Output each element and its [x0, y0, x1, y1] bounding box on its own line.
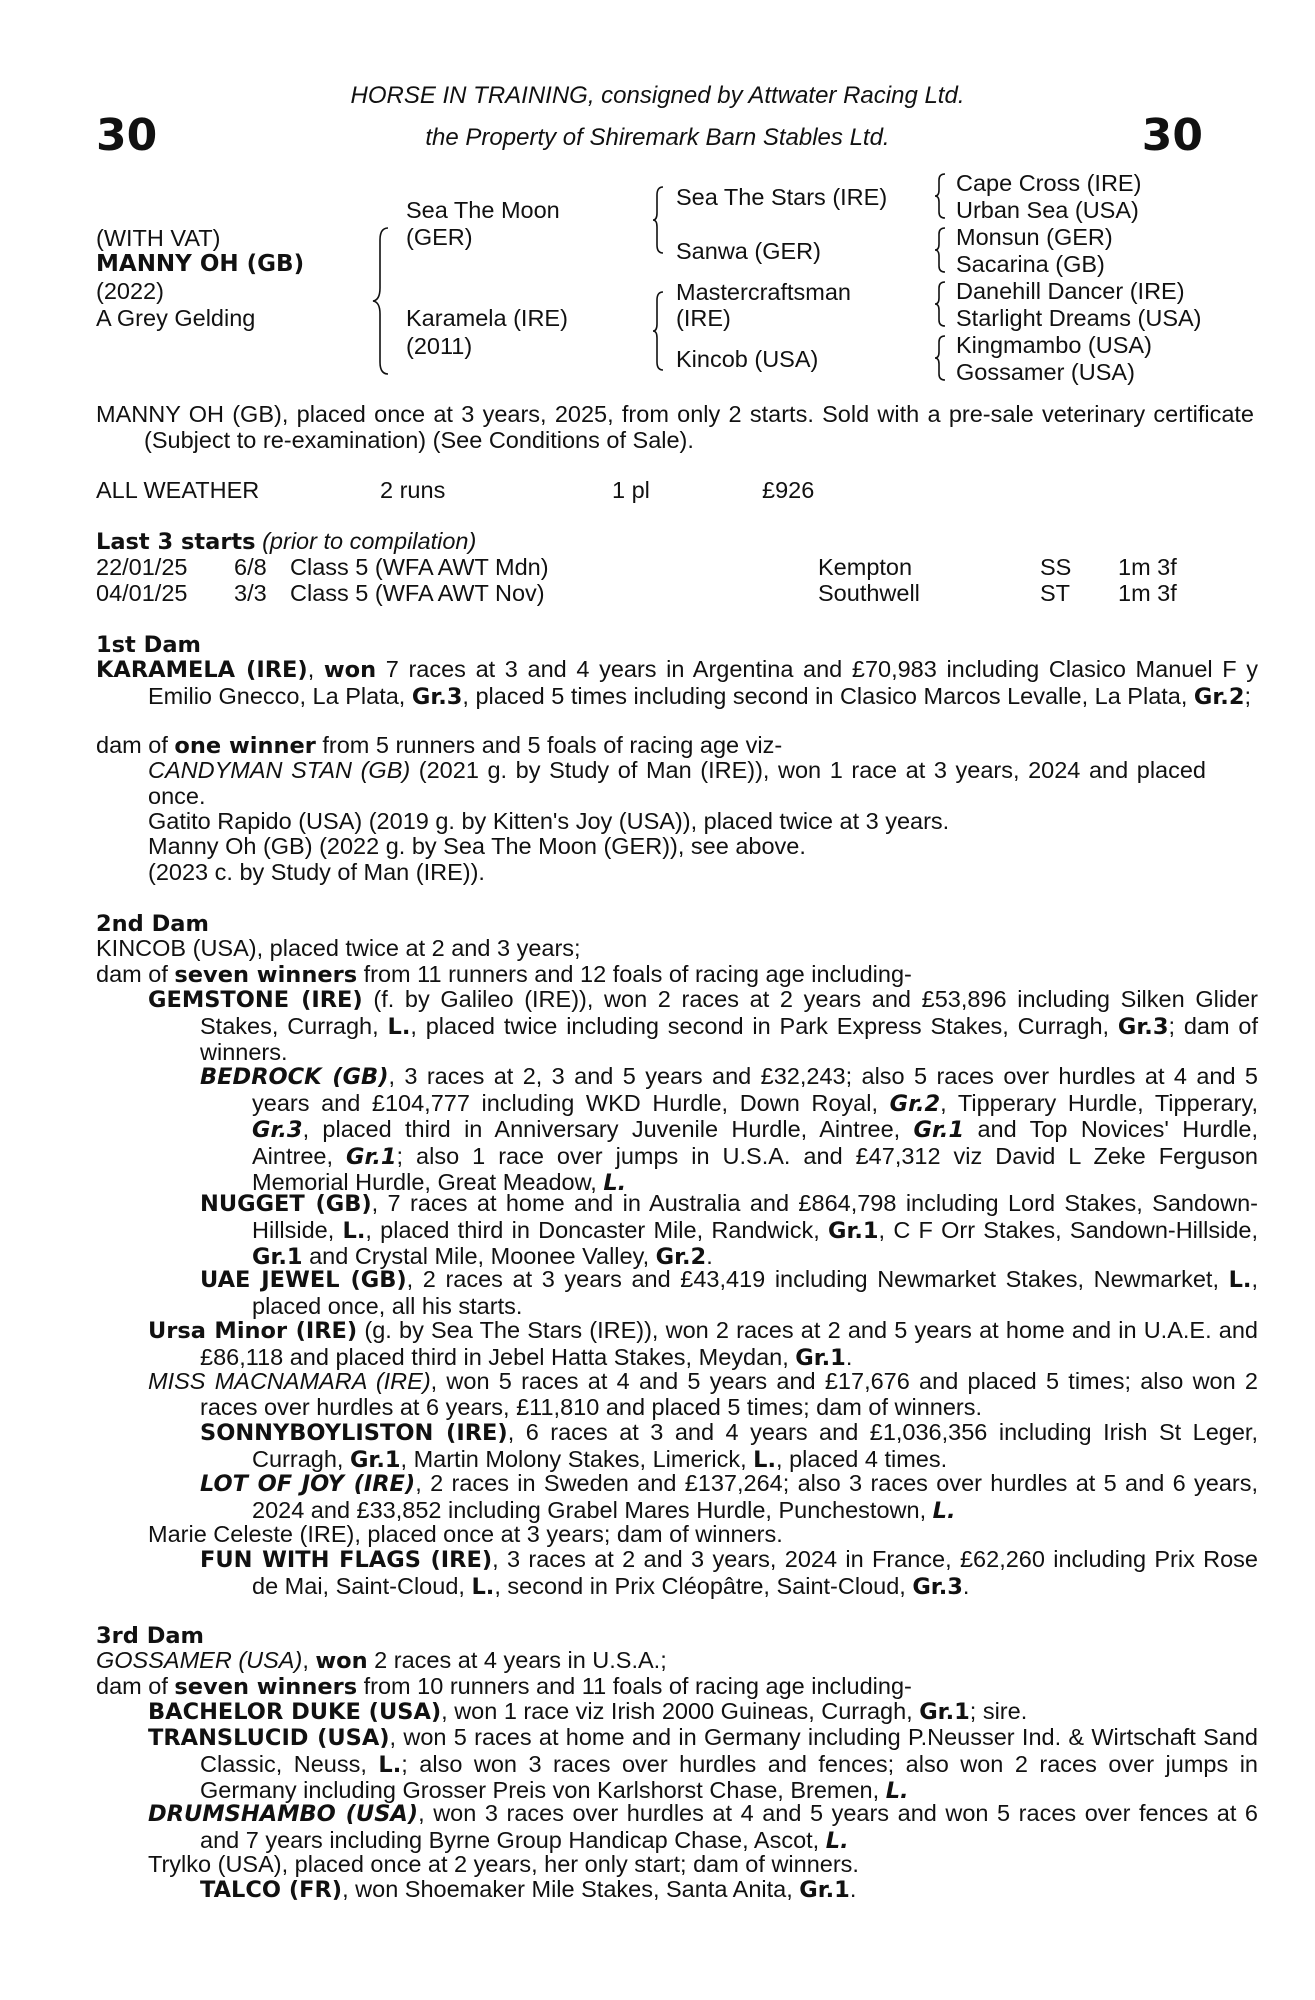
dam3-bachelor-duke	[148, 1699, 1027, 1725]
dam2-miss-macnamara	[148, 1369, 1258, 1420]
horse-description: A Grey Gelding	[96, 305, 256, 331]
dam1-text: , placed 5 times including second in Clasico Marcos Levalle, La Plata,	[462, 682, 1194, 709]
progeny-name: CANDYMAN STAN (GB)	[148, 757, 411, 783]
grade-badge: Gr.3	[1117, 1013, 1169, 1040]
progeny-name: UAE JEWEL (GB)	[200, 1267, 407, 1293]
dam2-bedrock	[200, 1064, 1258, 1197]
progeny-text: , second in Prix Cléopâtre, Saint-Cloud,	[494, 1572, 913, 1599]
dam1-name: KARAMELA (IRE)	[96, 657, 308, 683]
dam3-drumshambo	[148, 1801, 1258, 1854]
record-placed: 1 pl	[612, 477, 650, 503]
listed-badge: L.	[603, 1170, 627, 1196]
dam1-produce-line	[96, 733, 1206, 760]
pedigree-g3-2: Urban Sea (USA)	[956, 197, 1139, 223]
text: dam of	[96, 1673, 175, 1699]
progeny-text: , 7 races at home and in Australia and £864,798 including Lord Stakes, Sandown-Hillside,	[252, 1190, 1258, 1243]
pedigree-brace-g3-4	[934, 334, 948, 382]
property-line: the Property of Shiremark Barn Stables Ltd.	[425, 124, 890, 151]
dam1-record: KARAMELA (IRE), won 7 races at 3 and 4 years in Argentina and £70,983 including Clasico Manuel F y Emilio Gnecco, La Plata, Gr.3, placed 5 times including second in Clasico Marcos Levalle, La Plata, Gr.2;	[96, 656, 1258, 710]
pedigree-brace-sire	[652, 185, 666, 255]
dam1-title: 1st Dam	[96, 632, 201, 658]
grade-badge: Gr.1	[827, 1217, 879, 1244]
dam2-produce-line	[96, 962, 1206, 989]
text: from 5 runners and 5 foals of racing age viz-	[315, 732, 783, 758]
horse-year: (2022)	[96, 278, 164, 304]
grade-badge: Gr.1	[252, 1244, 303, 1270]
progeny-text: , 6 races at 3 and 4 years and £1,036,356 including Irish St Leger, Curragh,	[252, 1419, 1258, 1472]
pedigree-brace-g3-2	[934, 226, 948, 274]
grade-badge: Gr.3	[252, 1117, 303, 1143]
progeny-text: , won 5 races at 4 and 5 years and £17,676 and placed 5 times; also won 2 races over hurdles at 6 years, £11,810 and placed 5 times; dam of winners.	[200, 1368, 1258, 1420]
dam3-talco	[200, 1877, 856, 1903]
progeny-text: , placed once, all his starts.	[252, 1266, 1258, 1319]
dam1-progeny-4: (2023 c. by Study of Man (IRE)).	[148, 859, 485, 885]
listed-badge: L.	[387, 1013, 411, 1040]
progeny-text: , 3 races at 2 and 3 years, 2024 in France, £62,260 including Prix Rose de Mai, Saint-Cloud,	[252, 1546, 1258, 1599]
dam1-progeny-3: Manny Oh (GB) (2022 g. by Sea The Moon (GER)), see above.	[148, 833, 806, 859]
progeny-name: MISS MACNAMARA (IRE)	[148, 1368, 431, 1394]
last-starts-title: Last 3 starts	[96, 529, 256, 555]
grade-badge: Gr.1	[345, 1143, 397, 1170]
progeny-text: , 2 races in Sweden and £137,264; also 3 races over hurdles at 5 and 6 years, 2024 and £33,852 including Grabel Mares Hurdle, Punchestown,	[252, 1470, 1258, 1523]
progeny-name: FUN WITH FLAGS (IRE)	[200, 1547, 493, 1573]
progeny-text: ; dam of winners.	[200, 1012, 1259, 1065]
progeny-text: .	[706, 1243, 713, 1269]
progeny-name: TRANSLUCID (USA)	[148, 1725, 390, 1751]
record-prize: £926	[762, 477, 815, 503]
start-position: 3/3	[234, 580, 267, 606]
text: dam of	[96, 732, 175, 758]
progeny-text: , placed third in Anniversary Juvenile Hurdle, Aintree,	[302, 1116, 914, 1142]
winners-count: one winner	[174, 733, 316, 759]
start-race: Class 5 (WFA AWT Mdn)	[290, 554, 549, 580]
pedigree-g3-6: Starlight Dreams (USA)	[956, 305, 1202, 331]
dam2-gemstone	[148, 987, 1258, 1066]
progeny-text: ; also won 3 races over hurdles and fences; also won 2 races over jumps in Germany including Grosser Preis von Karlshorst Chase, Bremen,	[200, 1750, 1258, 1803]
progeny-name: NUGGET (GB)	[200, 1191, 372, 1217]
progeny-text: , Martin Molony Stakes, Limerick,	[400, 1445, 754, 1472]
record-surface: ALL WEATHER	[96, 477, 260, 503]
dam3-trylko: Trylko (USA), placed once at 2 years, her only start; dam of winners.	[148, 1851, 859, 1877]
pedigree-brace-gen1	[372, 226, 392, 376]
dam2-uae-jewel	[200, 1267, 1258, 1319]
start-distance: 1m 3f	[1118, 580, 1177, 606]
progeny-name: Ursa Minor (IRE)	[148, 1318, 358, 1344]
progeny-text: , placed 4 times.	[776, 1445, 948, 1472]
progeny-name: TALCO (FR)	[200, 1877, 343, 1903]
progeny-text: .	[962, 1572, 970, 1599]
dam1-text: 7 races at 3 and 4 years in Argentina and £70,983 including Clasico Manuel F y Emilio Gnecco, La Plata,	[148, 656, 1258, 709]
progeny-text: , 3 races at 2, 3 and 5 years and £32,243; also 5 races over hurdles at 4 and 5 years and £104,777 including WKD Hurdle, Down Royal,	[252, 1063, 1258, 1116]
pedigree-g3-4: Sacarina (GB)	[956, 251, 1105, 277]
pedigree-g3-8: Gossamer (USA)	[956, 359, 1135, 385]
text: from 10 runners and 11 foals of racing age including-	[357, 1673, 912, 1699]
dam1-won: won	[323, 657, 377, 683]
listed-badge: L.	[753, 1446, 777, 1473]
listed-badge: L.	[1228, 1267, 1252, 1293]
pedigree-dam: Karamela (IRE)	[406, 305, 568, 331]
pedigree-g3-7: Kingmambo (USA)	[956, 332, 1152, 358]
start-course: Kempton	[818, 554, 913, 580]
start-race: Class 5 (WFA AWT Nov)	[290, 580, 545, 606]
progeny-text: and Top Novices' Hurdle, Aintree,	[252, 1116, 1258, 1169]
horse-name: MANNY OH (GB)	[96, 251, 305, 277]
grade-badge: Gr.3	[912, 1573, 963, 1600]
horse-summary: MANNY OH (GB), placed once at 3 years, 2025, from only 2 starts. Sold with a pre-sale veterinary certificate (Subject to re-examination) (See Conditions of Sale).	[96, 401, 1254, 453]
listed-badge: L.	[471, 1573, 495, 1600]
dam3-translucid	[148, 1725, 1258, 1805]
start-date: 22/01/25	[96, 554, 188, 580]
grade-badge: Gr.1	[795, 1344, 846, 1371]
pedigree-g3-1: Cape Cross (IRE)	[956, 170, 1142, 196]
winners-count: seven winners	[174, 1674, 358, 1700]
pedigree-dam-sire: Mastercraftsman	[676, 279, 851, 305]
grade-badge: Gr.1	[913, 1117, 965, 1143]
winners-count: seven winners	[174, 962, 358, 988]
pedigree-brace-g3-1	[934, 172, 948, 220]
pedigree-g3-3: Monsun (GER)	[956, 224, 1113, 250]
grade-badge: Gr.1	[799, 1877, 850, 1903]
consignor-line: HORSE IN TRAINING, consigned by Attwater Racing Ltd.	[350, 82, 965, 109]
grade-badge: Gr.1	[919, 1699, 970, 1725]
pedigree-sire-sire: Sea The Stars (IRE)	[676, 184, 888, 210]
listed-badge: L.	[825, 1827, 849, 1854]
progeny-text: , placed third in Doncaster Mile, Randwick,	[365, 1216, 828, 1243]
pedigree-dam-year: (2011)	[406, 333, 473, 359]
dam3-name: GOSSAMER (USA)	[96, 1647, 303, 1673]
dam2-fun-with-flags	[200, 1547, 1258, 1600]
listed-badge: L.	[342, 1217, 366, 1244]
dam2-ursa-minor	[148, 1318, 1258, 1371]
progeny-text: (f. by Galileo (IRE)), won 2 races at 2 years and £53,896 including Silken Glider Stakes, Curragh,	[200, 986, 1259, 1039]
start-position: 6/8	[234, 554, 267, 580]
progeny-name: DRUMSHAMBO (USA)	[148, 1801, 419, 1827]
pedigree-brace-g3-3	[934, 280, 948, 328]
text: from 11 runners and 12 foals of racing age including-	[357, 961, 912, 987]
progeny-text: .	[845, 1343, 853, 1370]
dam2-title: 2nd Dam	[96, 911, 209, 937]
grade-badge: Gr.2	[1193, 683, 1245, 710]
pedigree-dam-dam: Kincob (USA)	[676, 346, 819, 372]
pedigree-g3-5: Danehill Dancer (IRE)	[956, 278, 1185, 304]
listed-badge: L.	[378, 1751, 402, 1778]
record-runs: 2 runs	[380, 477, 446, 503]
progeny-text: , placed twice including second in Park Express Stakes, Curragh,	[410, 1012, 1118, 1039]
last-starts-heading	[96, 529, 476, 555]
progeny-text: , C F Orr Stakes, Sandown-Hillside,	[878, 1216, 1258, 1243]
pedigree-brace-dam	[652, 290, 666, 372]
progeny-text: , won 5 races at home and in Germany including P.Neusser Ind. & Wirtschaft Sand Classic, Neuss,	[200, 1724, 1259, 1777]
grade-badge: Gr.1	[349, 1446, 401, 1473]
grade-badge: Gr.2	[889, 1090, 941, 1117]
dam3-produce-line	[96, 1674, 1206, 1701]
start-date: 04/01/25	[96, 580, 188, 606]
progeny-text: , won 1 race viz Irish 2000 Guineas, Curragh,	[441, 1698, 920, 1724]
progeny-text: (g. by Sea The Stars (IRE)), won 2 races at 2 and 5 years at home and in U.A.E. and £86,118 and placed third in Jebel Hatta Stakes, Meydan,	[200, 1317, 1258, 1370]
start-course: Southwell	[818, 580, 920, 606]
progeny-name: LOT OF JOY (IRE)	[200, 1471, 416, 1497]
progeny-name: GEMSTONE (IRE)	[148, 987, 363, 1013]
progeny-text: ; sire.	[969, 1698, 1028, 1724]
progeny-text: , won 3 races over hurdles at 4 and 5 years and won 5 races over fences at 6 and 7 years including Byrne Group Handicap Chase, Ascot,	[200, 1800, 1258, 1853]
grade-badge: Gr.2	[655, 1244, 707, 1270]
lot-number-left: 30	[96, 110, 158, 161]
progeny-name: BACHELOR DUKE (USA)	[148, 1699, 442, 1725]
progeny-text: , won Shoemaker Mile Stakes, Santa Anita,	[342, 1876, 800, 1902]
dam1-progeny-2: Gatito Rapido (USA) (2019 g. by Kitten's Joy (USA)), placed twice at 3 years.	[148, 808, 950, 834]
grade-badge: Gr.3	[411, 683, 463, 710]
dam2-intro: KINCOB (USA), placed twice at 2 and 3 years;	[96, 935, 581, 961]
dam3-record: GOSSAMER (USA), won 2 races at 4 years in U.S.A.;	[96, 1647, 667, 1674]
progeny-text: , Tipperary Hurdle, Tipperary,	[940, 1089, 1258, 1116]
dam2-nugget	[200, 1191, 1258, 1271]
start-going: SS	[1040, 554, 1072, 580]
dam2-marie-celeste: Marie Celeste (IRE), placed once at 3 years; dam of winners.	[148, 1521, 783, 1547]
listed-badge: L.	[932, 1497, 956, 1524]
dam1-text: ;	[1244, 682, 1252, 709]
lot-number-right: 30	[1141, 110, 1203, 161]
pedigree-dam-sire-country: (IRE)	[676, 305, 731, 331]
pedigree-sire-country: (GER)	[406, 224, 473, 250]
dam3-title: 3rd Dam	[96, 1623, 204, 1649]
text: dam of	[96, 961, 175, 987]
progeny-text: .	[849, 1876, 857, 1902]
pedigree-sire-dam: Sanwa (GER)	[676, 238, 821, 264]
progeny-text: ; also 1 race over jumps in U.S.A. and £47,312 viz David L Zeke Ferguson Memorial Hurdle, Great Meadow,	[252, 1142, 1258, 1195]
progeny-text: , 2 races at 3 years and £43,419 including Newmarket Stakes, Newmarket,	[406, 1266, 1229, 1292]
dam3-text: 2 races at 4 years in U.S.A.;	[367, 1647, 667, 1673]
dam3-won: won	[315, 1648, 368, 1674]
start-distance: 1m 3f	[1118, 554, 1177, 580]
progeny-text: and Crystal Mile, Moonee Valley,	[302, 1243, 656, 1269]
dam1-progeny-1	[148, 758, 1206, 809]
progeny-name: BEDROCK (GB)	[200, 1064, 389, 1090]
listed-badge: L.	[885, 1778, 909, 1804]
progeny-name: SONNYBOYLISTON (IRE)	[200, 1420, 508, 1446]
last-starts-note: (prior to compilation)	[262, 528, 477, 554]
vat-label: (WITH VAT)	[96, 225, 221, 251]
start-going: ST	[1040, 580, 1071, 606]
dam2-lot-of-joy	[200, 1471, 1258, 1524]
dam2-sonnyboyliston	[200, 1420, 1258, 1473]
pedigree-sire: Sea The Moon	[406, 197, 560, 223]
progeny-text: (2021 g. by Study of Man (IRE)), won 1 race at 3 years, 2024 and placed once.	[148, 757, 1207, 809]
